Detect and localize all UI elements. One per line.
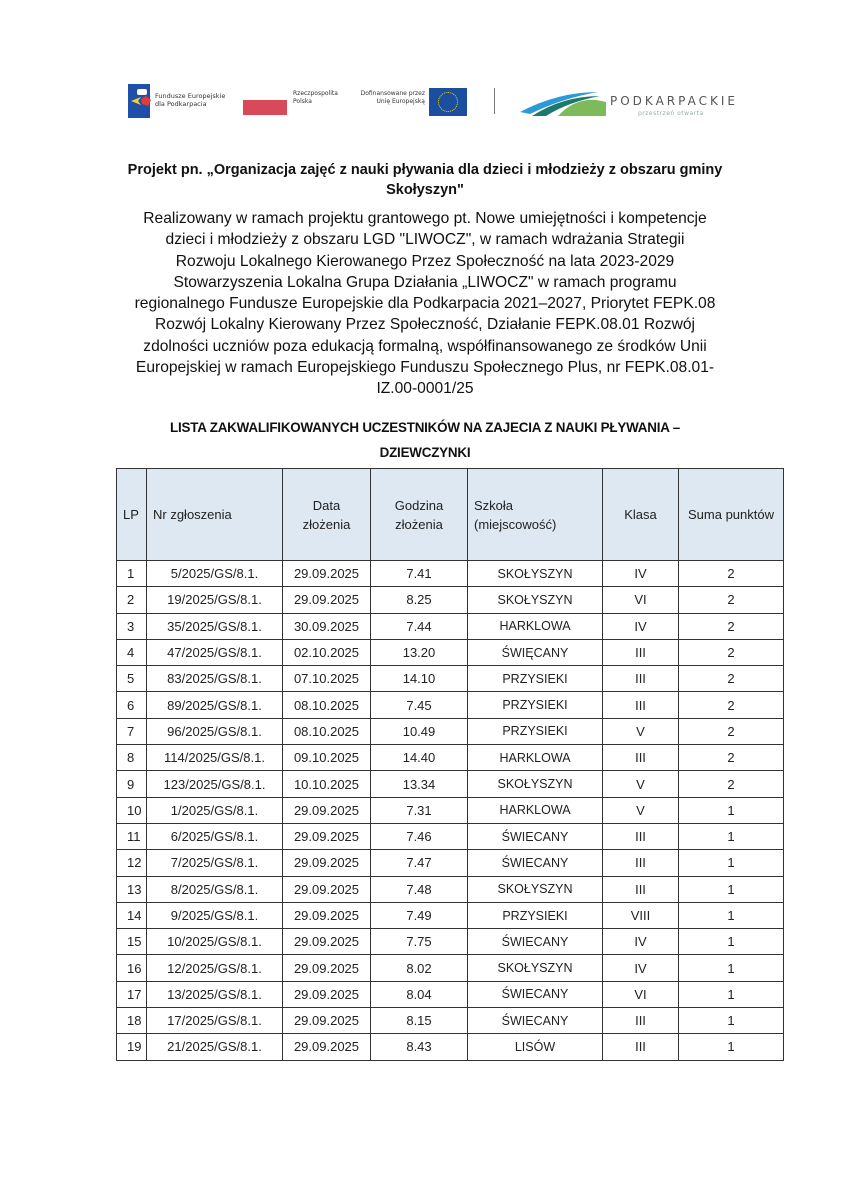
cell-szkola: ŚWIECANY [468,981,603,1007]
table-row [117,692,784,718]
fe-logo-line1: Fundusze Europejskie [155,92,226,100]
table-row [117,561,784,587]
cell-szkola: PRZYSIEKI [468,902,603,928]
cell-godzina: 10.49 [371,718,468,744]
cell-nr-zgloszenia: 8/2025/GS/8.1. [147,876,283,902]
table-row [117,955,784,981]
cell-lp: 18 [117,1008,147,1034]
cell-data: 02.10.2025 [283,639,371,665]
cell-lp: 16 [117,955,147,981]
cell-klasa: III [603,745,679,771]
cell-lp: 6 [117,692,147,718]
cell-data: 29.09.2025 [283,587,371,613]
cell-data: 29.09.2025 [283,981,371,1007]
cell-lp: 17 [117,981,147,1007]
description-line: Rozwój Lokalny Kierowany Przez Społeczność, Działanie FEPK.08.01 Rozwój [155,316,695,334]
cell-klasa: IV [603,561,679,587]
cell-data: 08.10.2025 [283,692,371,718]
cell-godzina: 8.15 [371,1008,468,1034]
cell-nr-zgloszenia: 6/2025/GS/8.1. [147,823,283,849]
list-heading-line2: DZIEWCZYNKI [379,445,471,460]
description-line: IZ.00-0001/25 [376,380,474,398]
cell-suma: 2 [679,561,784,587]
list-heading [100,415,750,465]
cell-nr-zgloszenia: 96/2025/GS/8.1. [147,718,283,744]
cell-lp: 3 [117,613,147,639]
cell-klasa: III [603,1034,679,1060]
cell-szkola: SKOŁYSZYN [468,587,603,613]
cell-klasa: VI [603,981,679,1007]
cell-suma: 1 [679,850,784,876]
list-heading-line1: LISTA ZAKWALIFIKOWANYCH UCZESTNIKÓW NA ZAJECIA Z NAUKI PŁYWANIA – [170,420,680,435]
cell-klasa: VIII [603,902,679,928]
fundusze-europejskie-logo [128,84,238,120]
cell-suma: 2 [679,587,784,613]
cell-data: 08.10.2025 [283,718,371,744]
cell-nr-zgloszenia: 13/2025/GS/8.1. [147,981,283,1007]
cell-klasa: III [603,850,679,876]
table-row [117,639,784,665]
polish-flag-icon [243,100,287,115]
header-godzina-zlozenia: Godzina złożenia [371,469,468,561]
cell-suma: 2 [679,613,784,639]
cell-godzina: 7.75 [371,929,468,955]
cell-szkola: HARKLOWA [468,613,603,639]
cell-nr-zgloszenia: 17/2025/GS/8.1. [147,1008,283,1034]
table-row [117,771,784,797]
table-row [117,850,784,876]
cell-data: 29.09.2025 [283,929,371,955]
cell-szkola: ŚWIECANY [468,823,603,849]
cell-szkola: ŚWIECANY [468,850,603,876]
cell-szkola: SKOŁYSZYN [468,771,603,797]
podkarpackie-swoosh-icon [518,88,608,116]
cell-szkola: PRZYSIEKI [468,718,603,744]
cell-lp: 11 [117,823,147,849]
cell-data: 30.09.2025 [283,613,371,639]
cell-godzina: 8.43 [371,1034,468,1060]
table-row [117,929,784,955]
header-nr-zgloszenia: Nr zgłoszenia [147,469,283,561]
eu-logo-line1: Dofinansowane przez [360,90,425,97]
cell-klasa: IV [603,955,679,981]
cell-klasa: III [603,876,679,902]
cell-godzina: 7.45 [371,692,468,718]
cell-suma: 1 [679,876,784,902]
cell-szkola: ŚWIECANY [468,929,603,955]
description-line: Stowarzyszenia Lokalna Grupa Działania „LIWOCZ" w ramach programu [173,273,677,291]
project-title: Projekt pn. „Organizacja zajęć z nauki pływania dla dzieci i młodzieży z obszaru gminy Skołyszyn" [127,162,723,198]
cell-klasa: IV [603,929,679,955]
rp-logo-line2: Polska [293,98,312,105]
podkarpackie-title: PODKARPACKIE [610,94,738,108]
cell-godzina: 8.02 [371,955,468,981]
podkarpackie-subtitle: przestrzeń otwarta [638,110,704,117]
cell-lp: 1 [117,561,147,587]
podkarpackie-logo [518,82,768,122]
rp-logo-line1: Rzeczpospolita [293,90,338,97]
cell-klasa: III [603,823,679,849]
cell-lp: 4 [117,639,147,665]
cell-klasa: III [603,666,679,692]
header-szkola: Szkoła (miejscowość) [468,469,603,561]
cell-szkola: SKOŁYSZYN [468,955,603,981]
cell-nr-zgloszenia: 123/2025/GS/8.1. [147,771,283,797]
cell-szkola: PRZYSIEKI [468,692,603,718]
header-klasa: Klasa [603,469,679,561]
cell-lp: 19 [117,1034,147,1060]
table-row [117,902,784,928]
cell-lp: 5 [117,666,147,692]
cell-suma: 2 [679,639,784,665]
cell-lp: 10 [117,797,147,823]
cell-suma: 2 [679,666,784,692]
cell-nr-zgloszenia: 10/2025/GS/8.1. [147,929,283,955]
cell-nr-zgloszenia: 89/2025/GS/8.1. [147,692,283,718]
cell-lp: 12 [117,850,147,876]
table-row [117,1034,784,1060]
table-row [117,587,784,613]
cell-lp: 15 [117,929,147,955]
cell-data: 29.09.2025 [283,1008,371,1034]
cell-lp: 2 [117,587,147,613]
cell-szkola: PRZYSIEKI [468,666,603,692]
cell-godzina: 7.46 [371,823,468,849]
cell-klasa: V [603,771,679,797]
table-row [117,876,784,902]
eu-cofinanced-logo [353,84,473,120]
cell-data: 29.09.2025 [283,876,371,902]
description-line: Realizowany w ramach projektu grantowego pt. Nowe umiejętności i kompetencje [143,210,707,227]
cell-data: 29.09.2025 [283,1034,371,1060]
cell-suma: 2 [679,718,784,744]
cell-szkola: HARKLOWA [468,797,603,823]
cell-nr-zgloszenia: 19/2025/GS/8.1. [147,587,283,613]
table-row [117,666,784,692]
header-lp: LP [117,469,147,561]
cell-klasa: III [603,692,679,718]
cell-nr-zgloszenia: 7/2025/GS/8.1. [147,850,283,876]
logo-divider [494,88,495,114]
cell-klasa: III [603,639,679,665]
cell-godzina: 14.10 [371,666,468,692]
cell-data: 29.09.2025 [283,797,371,823]
cell-klasa: III [603,1008,679,1034]
project-description [100,208,750,400]
cell-data: 10.10.2025 [283,771,371,797]
cell-godzina: 7.48 [371,876,468,902]
cell-suma: 1 [679,797,784,823]
cell-nr-zgloszenia: 12/2025/GS/8.1. [147,955,283,981]
table-row [117,1008,784,1034]
cell-lp: 7 [117,718,147,744]
table-header-row [117,469,784,561]
cell-data: 29.09.2025 [283,902,371,928]
cell-szkola: HARKLOWA [468,745,603,771]
cell-nr-zgloszenia: 35/2025/GS/8.1. [147,613,283,639]
cell-suma: 2 [679,692,784,718]
cell-godzina: 7.44 [371,613,468,639]
cell-godzina: 7.41 [371,561,468,587]
description-line: zdolności uczniów poza edukacją formalną, współfinansowanego ze środków Unii [143,337,707,355]
rzeczpospolita-logo [243,84,353,120]
cell-szkola: SKOŁYSZYN [468,876,603,902]
table-row [117,718,784,744]
header-suma-punktow: Suma punktów [679,469,784,561]
header-data-zlozenia: Data złożenia [283,469,371,561]
cell-data: 07.10.2025 [283,666,371,692]
cell-klasa: V [603,718,679,744]
cell-klasa: V [603,797,679,823]
cell-nr-zgloszenia: 5/2025/GS/8.1. [147,561,283,587]
cell-klasa: IV [603,613,679,639]
cell-suma: 1 [679,955,784,981]
cell-suma: 2 [679,745,784,771]
description-line: Rozwoju Lokalnego Kierowanego Przez Społeczność na lata 2023-2029 [175,252,675,270]
cell-suma: 1 [679,1008,784,1034]
cell-suma: 1 [679,823,784,849]
table-row [117,613,784,639]
cell-nr-zgloszenia: 83/2025/GS/8.1. [147,666,283,692]
eu-flag-icon [429,88,467,116]
cell-suma: 1 [679,929,784,955]
cell-suma: 1 [679,902,784,928]
cell-nr-zgloszenia: 9/2025/GS/8.1. [147,902,283,928]
cell-data: 29.09.2025 [283,823,371,849]
cell-godzina: 13.20 [371,639,468,665]
cell-godzina: 7.49 [371,902,468,928]
cell-szkola: ŚWIĘCANY [468,639,603,665]
cell-lp: 8 [117,745,147,771]
cell-data: 29.09.2025 [283,561,371,587]
cell-data: 29.09.2025 [283,850,371,876]
cell-lp: 13 [117,876,147,902]
table-row [117,745,784,771]
cell-godzina: 13.34 [371,771,468,797]
cell-lp: 9 [117,771,147,797]
logo-bar [128,82,768,122]
cell-godzina: 14.40 [371,745,468,771]
cell-data: 09.10.2025 [283,745,371,771]
cell-godzina: 7.47 [371,850,468,876]
table-row [117,981,784,1007]
participants-table [116,468,784,1061]
description-line: regionalnego Fundusze Europejskie dla Podkarpacia 2021–2027, Priorytet FEPK.08 [134,295,716,313]
cell-suma: 1 [679,1034,784,1060]
cell-klasa: VI [603,587,679,613]
description-line: dzieci i młodzieży z obszaru LGD "LIWOCZ", w ramach wdrażania Strategii [165,231,685,249]
fe-logo-line2: dla Podkarpacia [155,100,207,108]
cell-godzina: 8.04 [371,981,468,1007]
cell-nr-zgloszenia: 47/2025/GS/8.1. [147,639,283,665]
cell-lp: 14 [117,902,147,928]
cell-nr-zgloszenia: 1/2025/GS/8.1. [147,797,283,823]
cell-suma: 1 [679,981,784,1007]
cell-szkola: SKOŁYSZYN [468,561,603,587]
eu-logo-line2: Unię Europejską [376,98,425,105]
table-row [117,823,784,849]
cell-suma: 2 [679,771,784,797]
cell-szkola: LISÓW [468,1034,603,1060]
table-row [117,797,784,823]
cell-nr-zgloszenia: 114/2025/GS/8.1. [147,745,283,771]
cell-nr-zgloszenia: 21/2025/GS/8.1. [147,1034,283,1060]
cell-godzina: 7.31 [371,797,468,823]
cell-godzina: 8.25 [371,587,468,613]
description-line: Europejskiej w ramach Europejskiego Funduszu Społecznego Plus, nr FEPK.08.01- [135,359,715,377]
cell-szkola: ŚWIECANY [468,1008,603,1034]
cell-data: 29.09.2025 [283,955,371,981]
fe-emblem-icon [128,84,150,118]
